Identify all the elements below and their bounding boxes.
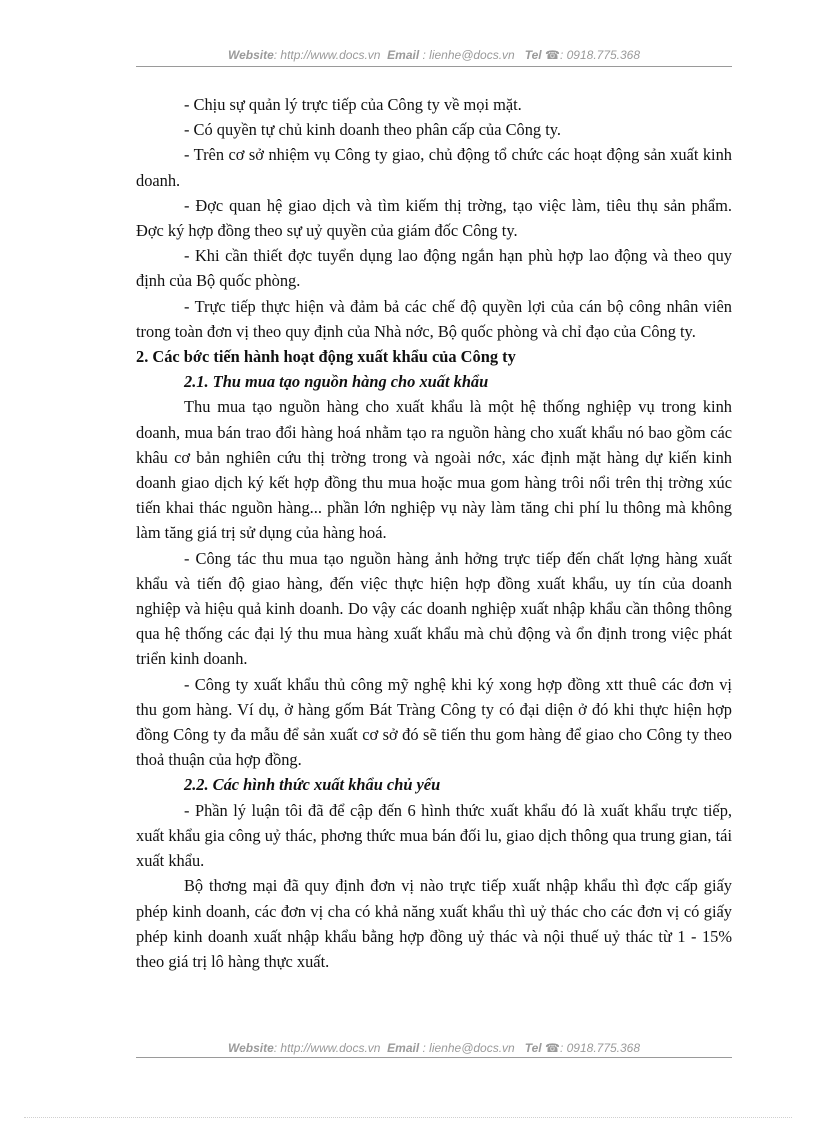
- footer-email-value[interactable]: : lienhe@docs.vn: [422, 1041, 515, 1055]
- page-header: [136, 48, 732, 62]
- header-divider: [136, 66, 732, 67]
- footer-website-value[interactable]: : http://www.docs.vn: [273, 1041, 381, 1055]
- footer-email-label: Email: [387, 1041, 420, 1055]
- phone-icon: ☎: [545, 1041, 560, 1055]
- paragraph-8: - Công tác thu mua tạo nguồn hàng ảnh hởng trực tiếp đến chất lợng hàng xuất khẩu và tiến độ giao hàng, đến việc thực hiện hợp đồng xuất khẩu, uy tín của doanh nghiệp và hiệu quả kinh doanh. Do vậy các doanh nghiệp xuất nhập khẩu cần thông thông qua hệ thống các đại lý thu mua hàng xuất khẩu mà chủ động và ổn định trong việc phát triển kinh doanh.: [136, 548, 732, 669]
- header-email-value[interactable]: : lienhe@docs.vn: [422, 48, 515, 62]
- footer-website-label: Website: [227, 1041, 274, 1055]
- header-tel-value: : 0918.775.368: [559, 48, 641, 62]
- paragraph-9: - Công ty xuất khẩu thủ công mỹ nghệ khi ký xong hợp đồng xtt thuê các đơn vị thu gom hàng. Ví dụ, ở hàng gốm Bát Tràng Công ty có đại diện ở đó khi thực hiện hợp đồng Công ty đa mẫu để sản xuất cơ sở đó sẽ tiến thu gom hàng để giao cho Công ty theo thoả thuận của hợp đồng.: [136, 674, 732, 770]
- paragraph-5: - Khi cần thiết đợc tuyển dụng lao động ngắn hạn phù hợp lao động và theo quy định của Bộ quốc phòng.: [136, 246, 732, 291]
- paragraph-4: - Đợc quan hệ giao dịch và tìm kiếm thị trờng, tạo việc làm, tiêu thụ sản phẩm. Đợc ký hợp đồng theo sự uỷ quyền của giám đốc Công ty.: [136, 195, 732, 241]
- footer-tel-label: Tel: [524, 1041, 542, 1055]
- paragraph-1: - Chịu sự quản lý trực tiếp của Công ty về mọi mặt.: [184, 95, 522, 114]
- page-footer: [136, 1041, 732, 1055]
- paragraph-11: Bộ thơng mại đã quy định đơn vị nào trực tiếp xuất nhập khẩu thì đợc cấp giấy phép kinh doanh, các đơn vị cha có khả năng xuất khẩu thì uỷ thác cho các đơn vị có giấy phép kinh doanh xuất nhập khẩu bằng hợp đồng uỷ thác và nội thuế uỷ thác từ 1 - 15% theo giá trị lô hàng thực xuất.: [136, 876, 732, 971]
- section-heading-2: 2. Các bớc tiến hành hoạt động xuất khẩu của Công ty: [136, 347, 516, 367]
- header-website-value[interactable]: : http://www.docs.vn: [273, 48, 381, 62]
- paragraph-7: Thu mua tạo nguồn hàng cho xuất khẩu là một hệ thống nghiệp vụ trong kinh doanh, mua bán trao đổi hàng hoá nhằm tạo ra nguồn hàng cho xuất khẩu nó bao gồm các khâu cơ bản nghiên cứu thị trờng trong và ngoài nớc, xác định mặt hàng dự kiến kinh doanh giao dịch ký kết hợp đồng thu mua hoặc mua gom hàng trôi nổi trên thị trờng xúc tiến khai thác nguồn hàng... phần lớn nghiệp vụ này làm tăng chi phí lu thông mà không làm tăng giá trị sử dụng của hàng hoá.: [136, 397, 732, 543]
- header-tel-label: Tel: [524, 48, 542, 62]
- header-website-label: Website: [227, 48, 274, 62]
- paragraph-3: - Trên cơ sở nhiệm vụ Công ty giao, chủ động tổ chức các hoạt động sản xuất kinh doanh.: [136, 145, 732, 190]
- subsection-heading-2-2: 2.2. Các hình thức xuất khẩu chủ yếu: [184, 775, 441, 795]
- paragraph-6: - Trực tiếp thực hiện và đảm bả các chế độ quyền lợi của cán bộ công nhân viên trong toàn đơn vị theo quy định của Nhà nớc, Bộ quốc phòng và chỉ đạo của Công ty.: [136, 296, 732, 341]
- phone-icon: ☎: [545, 48, 560, 62]
- paragraph-2: - Có quyền tự chủ kinh doanh theo phân cấp của Công ty.: [184, 120, 561, 140]
- header-email-label: Email: [387, 48, 420, 62]
- footer-divider: [136, 1057, 732, 1058]
- page-edge-divider: [24, 1117, 792, 1118]
- paragraph-10: - Phần lý luận tôi đã để cập đến 6 hình thức xuất khẩu đó là xuất khẩu trực tiếp, xuất khẩu gia công uỷ thác, phơng thức mua bán đối lu, giao dịch thông qua trung gian, tái xuất khẩu.: [136, 800, 732, 871]
- subsection-heading-2-1: 2.1. Thu mua tạo nguồn hàng cho xuất khẩu: [184, 372, 489, 392]
- footer-tel-value: : 0918.775.368: [559, 1041, 641, 1055]
- document-body: [136, 92, 732, 974]
